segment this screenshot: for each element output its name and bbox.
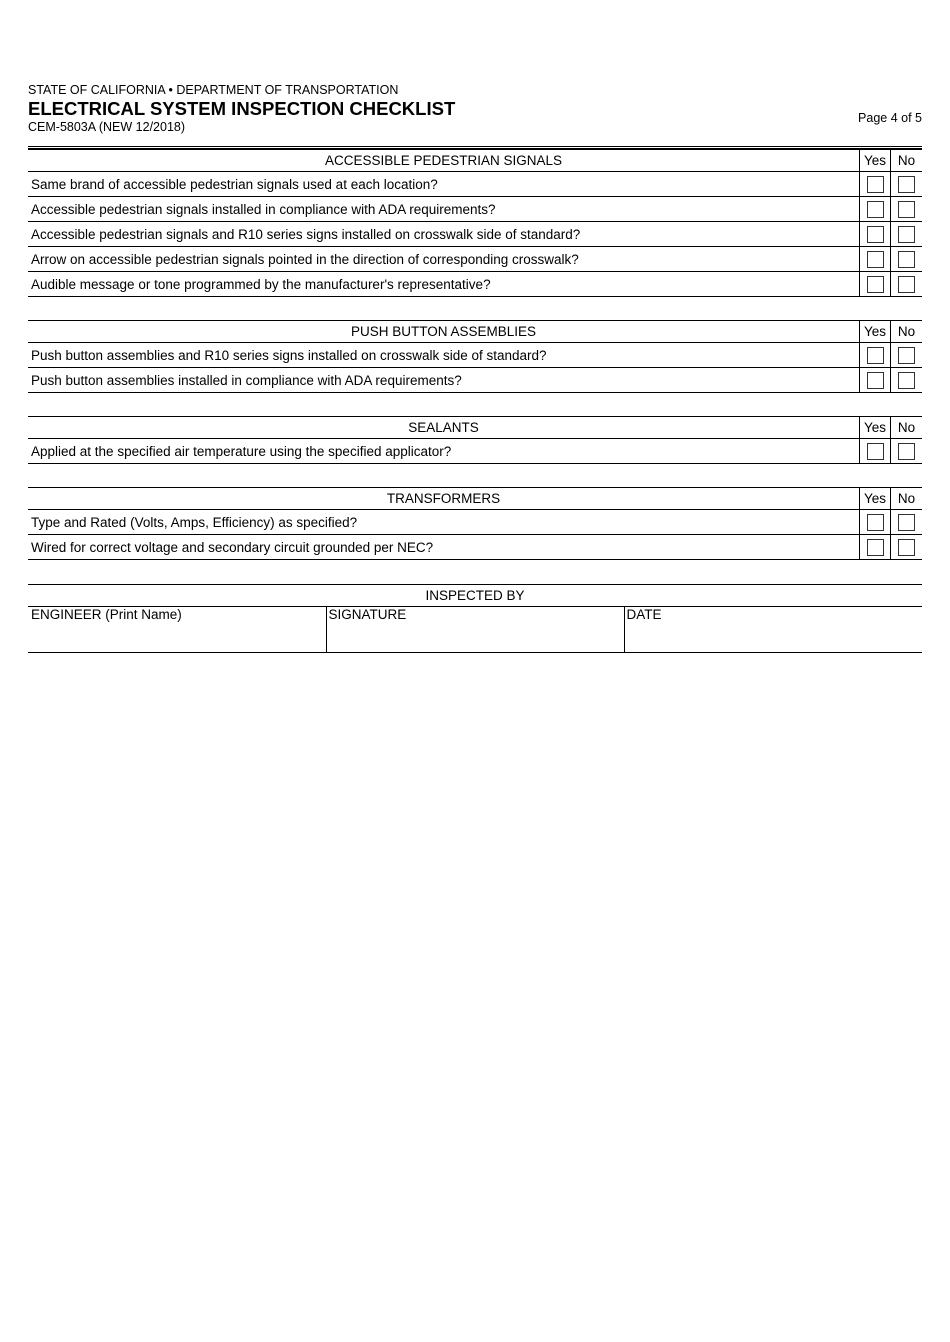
yes-checkbox[interactable] [867, 347, 884, 364]
yes-checkbox[interactable] [867, 539, 884, 556]
inspected-by-title: INSPECTED BY [28, 585, 922, 607]
checklist-row [28, 222, 922, 247]
section-title: TRANSFORMERS [28, 488, 860, 510]
checklist-question: Accessible pedestrian signals installed in compliance with ADA requirements? [28, 197, 860, 222]
no-checkbox[interactable] [898, 443, 915, 460]
agency-line: STATE OF CALIFORNIA • DEPARTMENT OF TRANSPORTATION [28, 83, 399, 97]
engineer-name-label: ENGINEER (Print Name) [31, 607, 182, 622]
section-push-button-assemblies [28, 320, 922, 393]
section-accessible-pedestrian-signals [28, 149, 922, 297]
no-checkbox[interactable] [898, 372, 915, 389]
checklist-question: Same brand of accessible pedestrian signals used at each location? [28, 172, 860, 197]
section-sealants [28, 416, 922, 464]
no-column-header: No [891, 488, 923, 510]
checklist-row [28, 368, 922, 393]
checklist-question: Accessible pedestrian signals and R10 series signs installed on crosswalk side of standard? [28, 222, 860, 247]
no-checkbox[interactable] [898, 251, 915, 268]
checklist-row [28, 510, 922, 535]
no-column-header: No [891, 321, 923, 343]
engineer-name-field[interactable] [28, 607, 326, 653]
yes-checkbox[interactable] [867, 251, 884, 268]
yes-checkbox[interactable] [867, 276, 884, 293]
signature-field[interactable] [326, 607, 624, 653]
yes-checkbox[interactable] [867, 514, 884, 531]
yes-checkbox[interactable] [867, 372, 884, 389]
yes-column-header: Yes [860, 150, 891, 172]
no-checkbox[interactable] [898, 514, 915, 531]
checklist-row [28, 535, 922, 560]
yes-column-header: Yes [860, 417, 891, 439]
no-checkbox[interactable] [898, 276, 915, 293]
section-title: PUSH BUTTON ASSEMBLIES [28, 321, 860, 343]
yes-checkbox[interactable] [867, 226, 884, 243]
checklist-question: Wired for correct voltage and secondary circuit grounded per NEC? [28, 535, 860, 560]
no-checkbox[interactable] [898, 347, 915, 364]
checklist-question: Audible message or tone programmed by the manufacturer's representative? [28, 272, 860, 297]
no-checkbox[interactable] [898, 226, 915, 243]
no-checkbox[interactable] [898, 539, 915, 556]
section-transformers [28, 487, 922, 560]
form-number: CEM-5803A (NEW 12/2018) [28, 120, 186, 134]
no-checkbox[interactable] [898, 201, 915, 218]
checklist-row [28, 172, 922, 197]
form-header [28, 83, 922, 135]
yes-checkbox[interactable] [867, 201, 884, 218]
signature-label: SIGNATURE [328, 607, 407, 622]
section-title: SEALANTS [28, 417, 860, 439]
date-label: DATE [626, 607, 662, 622]
yes-column-header: Yes [860, 488, 891, 510]
date-field[interactable] [624, 607, 922, 653]
checklist-question: Arrow on accessible pedestrian signals pointed in the direction of corresponding crosswalk? [28, 247, 860, 272]
form-title: ELECTRICAL SYSTEM INSPECTION CHECKLIST [28, 98, 456, 119]
no-checkbox[interactable] [898, 176, 915, 193]
no-column-header: No [891, 417, 923, 439]
no-column-header: No [891, 150, 923, 172]
yes-checkbox[interactable] [867, 443, 884, 460]
yes-column-header: Yes [860, 321, 891, 343]
section-title: ACCESSIBLE PEDESTRIAN SIGNALS [28, 150, 860, 172]
checklist-question: Push button assemblies and R10 series signs installed on crosswalk side of standard? [28, 343, 860, 368]
inspected-by-block [28, 584, 922, 653]
checklist-question: Applied at the specified air temperature using the specified applicator? [28, 439, 860, 464]
checklist-row [28, 343, 922, 368]
checklist-row [28, 272, 922, 297]
yes-checkbox[interactable] [867, 176, 884, 193]
checklist-question: Push button assemblies installed in compliance with ADA requirements? [28, 368, 860, 393]
checklist-row [28, 439, 922, 464]
checklist-question: Type and Rated (Volts, Amps, Efficiency) as specified? [28, 510, 860, 535]
page-number: Page 4 of 5 [858, 111, 922, 125]
checklist-row [28, 197, 922, 222]
checklist-row [28, 247, 922, 272]
